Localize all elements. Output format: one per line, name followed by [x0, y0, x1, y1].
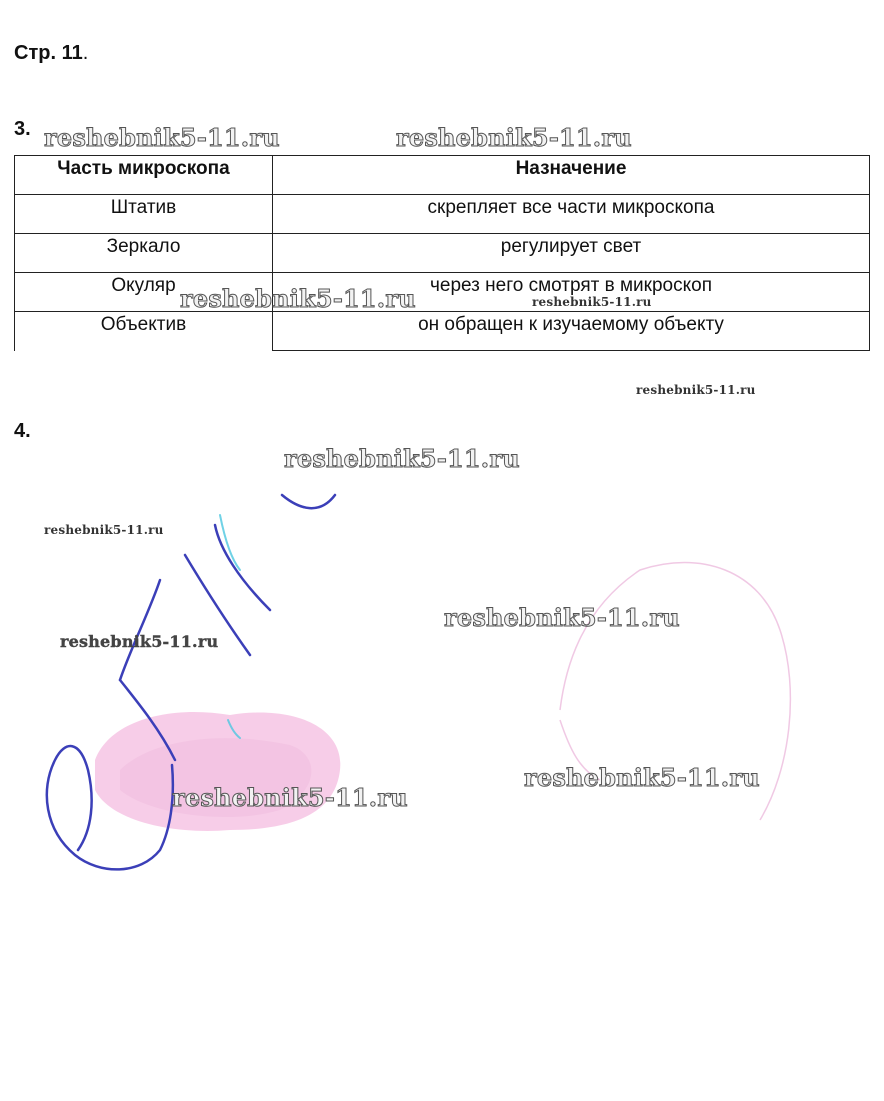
purpose-cell: регулирует свет	[273, 234, 870, 273]
purpose-cell: скрепляет все части микроскопа	[273, 195, 870, 234]
watermark: reshebnik5-11.ru	[396, 123, 632, 152]
table-row	[15, 273, 870, 312]
table-row	[15, 234, 870, 273]
table-header-row	[15, 156, 870, 195]
column-header-part: Часть микроскопа	[15, 156, 273, 195]
watermark: reshebnik5-11.ru	[444, 603, 680, 632]
hand-drawing	[0, 470, 884, 950]
task-3-number: 3.	[14, 118, 31, 140]
watermark: reshebnik5-11.ru	[284, 444, 520, 473]
column-header-purpose: Назначение	[273, 156, 870, 195]
task-4-number: 4.	[14, 420, 31, 442]
part-cell: Окуляр	[15, 273, 273, 312]
part-cell: Штатив	[15, 195, 273, 234]
purpose-cell: через него смотрят в микроскоп	[273, 273, 870, 312]
purpose-cell: он обращен к изучаемому объекту	[273, 312, 870, 351]
page-heading: Стр. 11.	[14, 42, 89, 64]
watermark: reshebnik5-11.ru	[180, 284, 416, 313]
watermark: reshebnik5-11.ru	[532, 295, 652, 309]
watermark: reshebnik5-11.ru	[60, 632, 219, 651]
microscope-parts-table	[14, 155, 870, 351]
table-row	[15, 195, 870, 234]
watermark: reshebnik5-11.ru	[524, 763, 760, 792]
part-cell: Зеркало	[15, 234, 273, 273]
pink-shading	[95, 712, 340, 831]
watermark: reshebnik5-11.ru	[636, 383, 756, 397]
part-cell: Объектив	[15, 312, 273, 351]
watermark: reshebnik5-11.ru	[44, 523, 164, 537]
table-row	[15, 312, 870, 351]
watermark: reshebnik5-11.ru	[172, 783, 408, 812]
watermark: reshebnik5-11.ru	[44, 123, 280, 152]
